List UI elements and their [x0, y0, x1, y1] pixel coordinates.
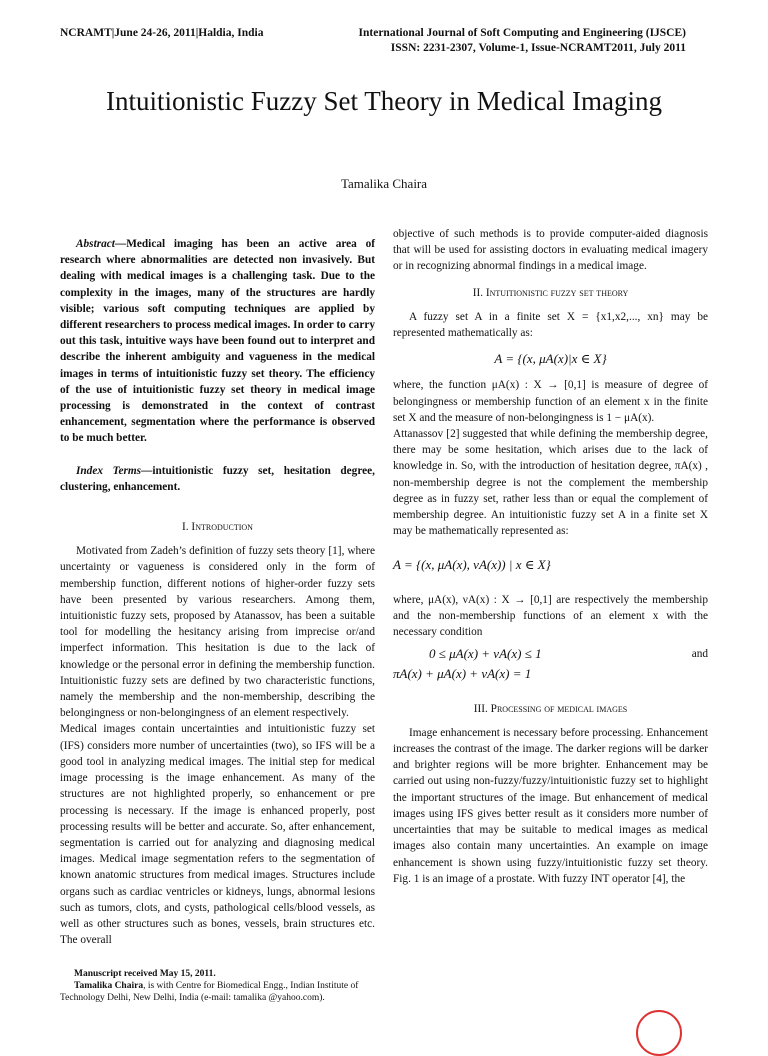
right-column: [393, 226, 708, 887]
footnote-author: Tamalika Chaira: [74, 981, 144, 991]
atanassov-paragraph: Attanassov [2] suggested that while defining the membership degree, there may be some hesitation, which arises due to the lack of knowledge in. So, with the introduction of hesitation degree, πA(x) , non-membership degree is not the complement the membership degree as in fuzzy set, rather less than or equal the complement of membership degree. An intuitionistic fuzzy set A in a finite set X may be mathematically represented as:: [393, 428, 708, 538]
membership-explanation: where, the function μA(x) : X → [0,1] is measure of degree of belongingness or membership function of an element x in the finite set X and the measure of non-belongingness is 1 − μA(x).: [393, 379, 708, 424]
journal-name: International Journal of Soft Computing and Engineering (IJSCE): [358, 27, 686, 39]
equation-and: and: [691, 648, 708, 661]
running-header-right: [318, 26, 686, 56]
equation-condition: 0 ≤ μA(x) + νA(x) ≤ 1: [429, 646, 542, 662]
section-heading-introduction: I. Introduction: [182, 521, 253, 534]
ifs-function-explanation: where, μA(x), νA(x) : X → [0,1] are respectively the membership and the non-membership functions of an element x with the necessary condition: [393, 593, 708, 639]
equation-condition-row: [393, 646, 708, 662]
section-heading-processing: III. Processing of medical images: [473, 702, 628, 715]
author-name: Tamalika Chaira: [340, 176, 428, 191]
equation-hesitation: πA(x) + μA(x) + νA(x) = 1: [393, 666, 532, 682]
footnote: [60, 968, 375, 1004]
equation-ifs: A = {(x, μA(x), νA(x)) | x ∈ X}: [393, 557, 551, 573]
section-heading-ifs-theory: II. Intuitionistic fuzzy set theory: [472, 286, 629, 299]
running-header-left: NCRAMT|June 24-26, 2011|Haldia, India: [60, 27, 264, 39]
abstract-label: Abstract: [76, 238, 115, 250]
left-column: [60, 236, 375, 948]
index-terms-label: Index Terms: [76, 464, 142, 477]
abstract-text: —Medical imaging has been an active area of research where abnormalities are detected non invasively. But dealing with medical images is a challenging task. Due to the complexity in the images, many of the structures are hardly visible; various soft computing techniques are applied by different researchers to process medical images. In order to carry out this task, intuitive ways have been found out to interpret and describe the inherent ambiguity and vagueness in the medical images in terms of intuitionistic fuzzy set theory. The efficiency of the use of intuitionistic fuzzy set theory in medical image processing is demonstrated in the context of contrast enhancement, segmentation where the performance is observed to be much better.: [60, 238, 375, 445]
index-terms: [60, 463, 375, 495]
manuscript-received: Manuscript received May 15, 2011.: [74, 969, 216, 979]
publisher-seal-icon: [636, 1010, 682, 1056]
issn-line: ISSN: 2231-2307, Volume-1, Issue-NCRAMT2011, July 2011: [390, 42, 686, 54]
fuzzy-set-definition: A fuzzy set A in a finite set X = {x1,x2,..., xn} may be represented mathematically as:: [393, 310, 708, 340]
intro-continuation: objective of such methods is to provide computer-aided diagnosis that will be used for assisting doctors in evaluating medical imagery or in recognizing abnormal findings in a medical image.: [393, 228, 708, 273]
index-terms-text: —intuitionistic fuzzy set, hesitation degree, clustering, enhancement.: [60, 464, 375, 493]
intro-paragraph-2: Medical images contain uncertainties and intuitionistic fuzzy set (IFS) considers more number of uncertainties (two), so IFS will be a good tool in analyzing medical images. The initial step for medical image processing is the image enhancement. As many of the structures are not highlighted properly, so enhancement or pre processing is necessary. If the image is enhanced properly, post processing results will be better and accurate. So, after enhancement, segmentation is carried out for analyzing and diagnosing medical images. Medical image segmentation refers to the segmentation of known anatomic structures from medical images. Structures include organs such as cardiac ventricles or kidneys, lungs, abnormal lesions such as tumors, clots, and cysts, pathological cells/blood vessels, as well as other structures such as bones, vessels, brain structures etc. The overall: [60, 723, 375, 947]
processing-paragraph: Image enhancement is necessary before processing. Enhancement increases the contrast of the image. The darker regions will be darker and brighter regions will be more brighter. Enhancement may be carried out using non-fuzzy/fuzzy/intuitionistic fuzzy set to highlight the important structures of the image. But enhancement of medical images using IFS gives better result as it considers more number of uncertainties that may be suitable to medical images as medical images also contain many uncertainties. An example on image enhancement is shown using fuzzy/intuitionistic fuzzy set theory. Fig. 1 is an image of a prostate. With fuzzy INT operator [4], the: [393, 726, 708, 885]
equation-fuzzy-set: A = {(x, μA(x)|x ∈ X}: [494, 351, 607, 367]
author-affiliation: [60, 980, 375, 1004]
intro-paragraph-1: Motivated from Zadeh’s definition of fuzzy sets theory [1], where uncertainty or vagueness is considered only in the form of membership function, different notions of higher-order fuzzy sets have been presented by various researchers. Among them, intuitionistic fuzzy sets, proposed by Atanassov, has been a suitable tool for modelling the hesitancy arising from imprecise or/and imperfect information. This hesitation is due to the lack of knowledge or the personal error in defining the membership function. Intuitionistic fuzzy sets are defined by two characteristic functions, namely the membership and the non-membership, describing the belongingness or non-belongingness of an element respectively.: [60, 545, 375, 720]
footnote-affiliation-text: , is with Centre for Biomedical Engg., Indian Institute of Technology Delhi, New Delhi, India (e-mail: tamalika @yahoo.com).: [60, 981, 359, 1003]
abstract: [60, 236, 375, 447]
paper-title: Intuitionistic Fuzzy Set Theory in Medical Imaging: [106, 86, 662, 116]
